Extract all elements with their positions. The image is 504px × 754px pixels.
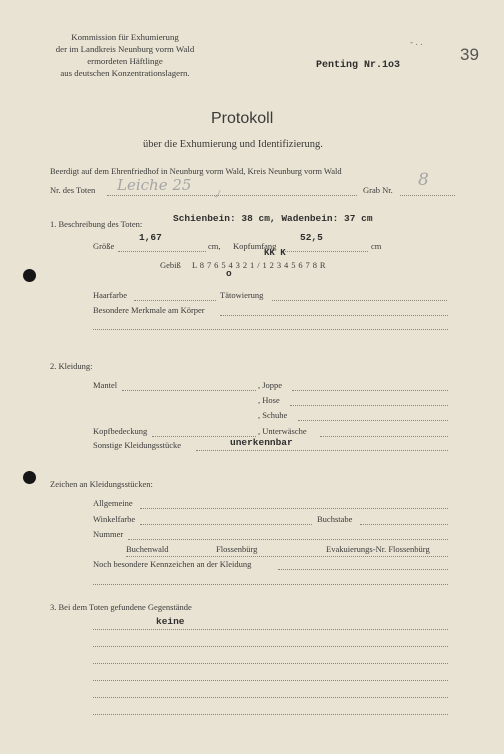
taetowierung-label: Tätowierung (220, 290, 264, 300)
evakuierung-label: Evakuierungs-Nr. Flossenbürg (326, 544, 430, 554)
unterwaesche-label: , Unterwäsche (258, 426, 307, 436)
section-2-label: 2. Kleidung: (50, 361, 93, 371)
commission-line-3: ermordeten Häftlinge (87, 56, 163, 66)
haarfarbe-line (134, 300, 216, 301)
mantel-line (122, 390, 256, 391)
kopfumfang-overtype: KK K (264, 248, 286, 258)
hose-line (290, 405, 448, 406)
flossenbuerg-label: Flossenbürg (216, 544, 258, 554)
corner-mark: - . . (410, 38, 423, 48)
groesse-value: 1,67 (139, 232, 162, 243)
grave-number-line (400, 195, 455, 196)
items-line-1 (93, 629, 448, 630)
groesse-label: Größe (93, 241, 115, 251)
sonstige-label: Sonstige Kleidungsstücke (93, 440, 182, 450)
hose-label: , Hose (258, 395, 280, 405)
section-1-typed: Schienbein: 38 cm, Wadenbein: 37 cm (173, 213, 373, 224)
dead-number-handwritten: Leiche 25 (117, 176, 192, 194)
mantel-label: Mantel (93, 380, 118, 390)
joppe-label: , Joppe (258, 380, 283, 390)
commission-line-1: Kommission für Exhumierung (71, 32, 179, 42)
groesse-line (118, 251, 206, 252)
kennzeichen-label: Noch besondere Kennzeichen an der Kleidung (93, 559, 252, 569)
joppe-line (292, 390, 448, 391)
groesse-unit: cm, (208, 241, 221, 251)
items-line-5 (93, 697, 448, 698)
merkmale-line-2 (93, 329, 448, 330)
kennzeichen-line (278, 569, 448, 570)
kopfumfang-line (282, 251, 368, 252)
winkelfarbe-label: Winkelfarbe (93, 514, 136, 524)
nummer-label: Nummer (93, 529, 124, 539)
haarfarbe-label: Haarfarbe (93, 290, 127, 300)
section-3-label: 3. Bei dem Toten gefundene Gegenstände (50, 602, 192, 612)
punch-hole-top (23, 269, 36, 282)
commission-line-2: der im Landkreis Neunburg vorm Wald (55, 44, 195, 54)
section-3-value: keine (156, 616, 185, 627)
section-1-label: 1. Beschreibung des Toten: (50, 219, 143, 229)
items-line-3 (93, 663, 448, 664)
allgemeine-line (140, 508, 448, 509)
schuhe-label: , Schuhe (258, 410, 288, 420)
commission-line-4: aus deutschen Konzentrationslagern. (60, 68, 190, 78)
items-line-6 (93, 714, 448, 715)
buchstabe-label: Buchstabe (317, 514, 353, 524)
page-number: 39 (460, 45, 479, 64)
nummer-line (128, 539, 448, 540)
schuhe-line (298, 420, 448, 421)
grave-number-handwritten: 8 (418, 170, 429, 190)
burial-line: Beerdigt auf dem Ehrenfriedhof in Neunburg vorm Wald, Kreis Neunburg vorm Wald (50, 166, 342, 176)
kopfumfang-value: 52,5 (300, 232, 323, 243)
kopfumfang-unit: cm (371, 241, 382, 251)
items-line-2 (93, 646, 448, 647)
sonstige-value: unerkennbar (230, 437, 293, 448)
punch-hole-bottom (23, 471, 36, 484)
buchenwald-label: Buchenwald (126, 544, 169, 554)
dead-number-tick: ./ (214, 190, 220, 200)
lager-line (126, 556, 448, 557)
dead-number-line (107, 195, 357, 196)
reference-number: Penting Nr.1o3 (316, 60, 401, 71)
taetowierung-line (272, 300, 447, 301)
grave-number-label: Grab Nr. (363, 185, 393, 195)
kopfumfang-label: Kopfumfang (233, 241, 277, 251)
page-title: Protokoll (211, 110, 274, 127)
dead-number-label: Nr. des Toten (50, 185, 96, 195)
winkelfarbe-line (140, 524, 312, 525)
merkmale-line (220, 315, 448, 316)
items-line-4 (93, 680, 448, 681)
kennzeichen-line-2 (93, 584, 448, 585)
gebiss-chart: L 8 7 6 5 4 3 2 1 / 1 2 3 4 5 6 7 8 R (192, 260, 326, 270)
allgemeine-label: Allgemeine (93, 498, 133, 508)
sonstige-line (196, 450, 448, 451)
merkmale-label: Besondere Merkmale am Körper (93, 305, 205, 315)
gebiss-mark: o (226, 268, 232, 279)
unterwaesche-line (320, 436, 448, 437)
gebiss-label: Gebiß (160, 260, 181, 270)
kopfbedeckung-label: Kopfbedeckung (93, 426, 148, 436)
buchstabe-line (360, 524, 448, 525)
zeichen-label: Zeichen an Kleidungsstücken: (50, 479, 153, 489)
page-subtitle: über die Exhumierung und Identifizierung. (143, 139, 323, 150)
